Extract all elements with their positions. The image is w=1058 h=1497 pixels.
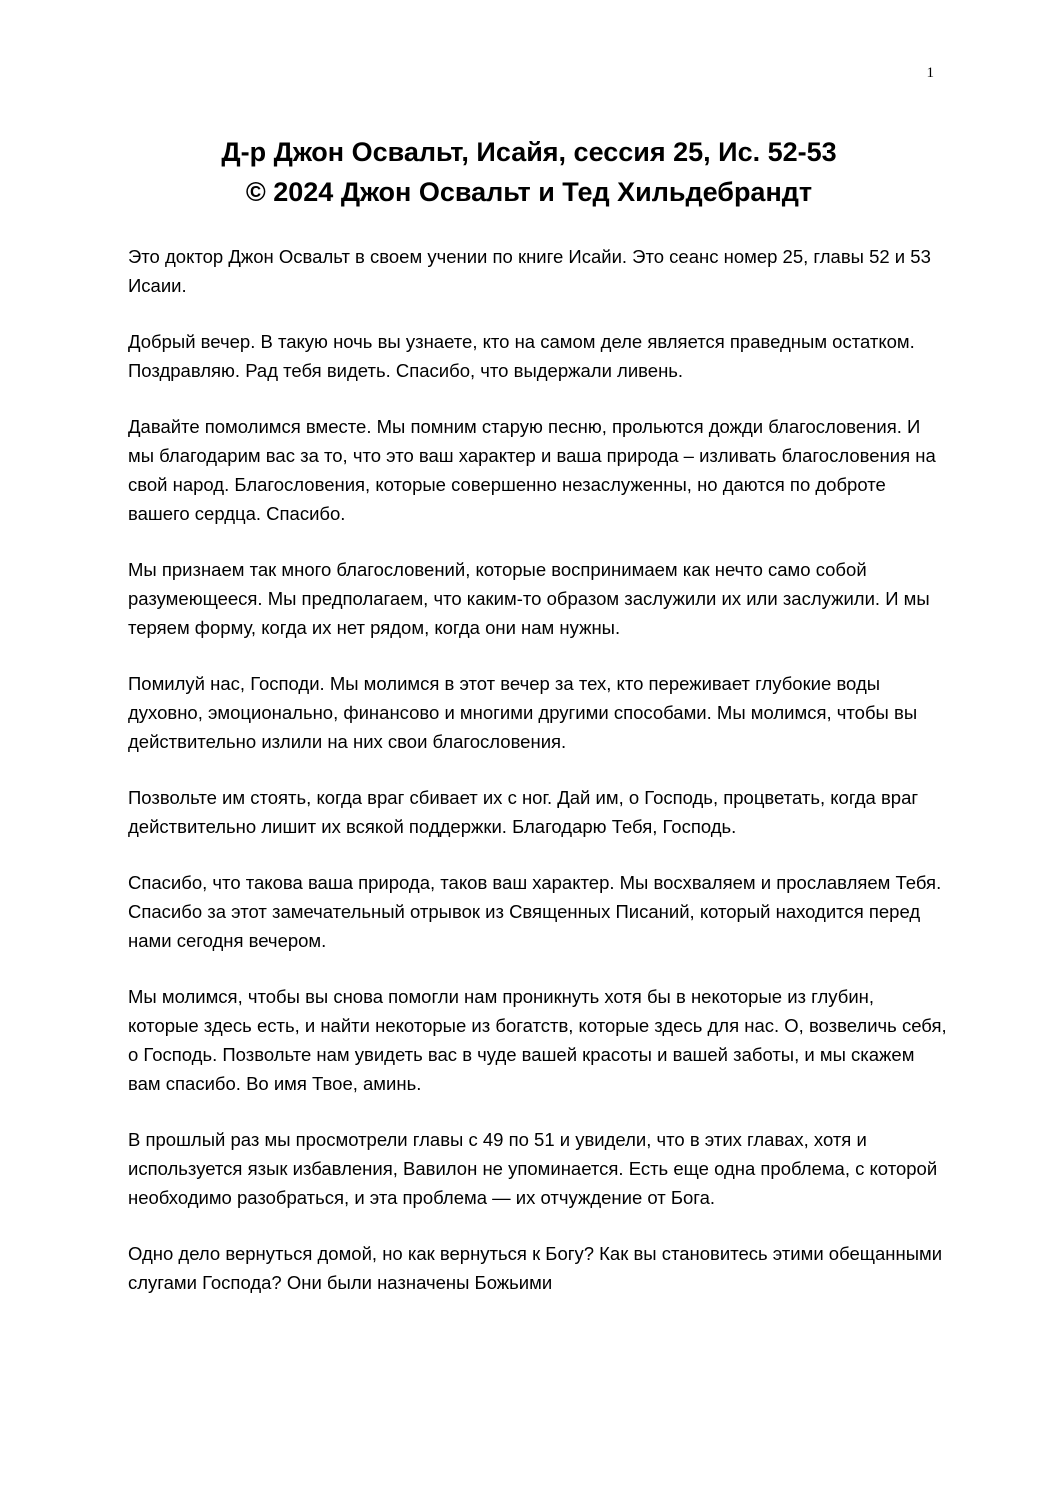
paragraph: Помилуй нас, Господи. Мы молимся в этот вечер за тех, кто переживает глубокие воды духовно, эмоционально, финансово и многими другими способами. Мы молимся, чтобы вы действительно излили на них свои благословения. — [128, 673, 918, 752]
paragraph: Спасибо, что такова ваша природа, таков ваш характер. Мы восхваляем и прославляем Тебя. Спасибо за этот замечательный отрывок из Священных Писаний, который находится перед нами сегодня вечером. — [128, 872, 942, 951]
paragraph: Давайте помолимся вместе. Мы помним старую песню, прольются дожди благословения. И мы благодарим вас за то, что это ваш характер и ваша природа – изливать благословения на свой народ. Благословения, которые совершенно незаслуженны, но даются по доброте вашего сердца. Спасибо. — [128, 416, 936, 524]
paragraph: Позвольте им стоять, когда враг сбивает их с ног. Дай им, о Господь, процветать, когда враг действительно лишит их всякой поддержки. Благодарю Тебя, Господь. — [128, 787, 919, 837]
document-body — [128, 242, 948, 1324]
paragraph: Мы признаем так много благословений, которые воспринимаем как нечто само собой разумеющееся. Мы предполагаем, что каким-то образом заслужили их или заслужили. И мы теряем форму, когда их нет рядом, когда они нам нужны. — [128, 559, 930, 638]
paragraph: Это доктор Джон Освальт в своем учении по книге Исайи. Это сеанс номер 25, главы 52 и 53 Исаии. — [128, 246, 931, 296]
paragraph: Одно дело вернуться домой, но как вернуться к Богу? Как вы становитесь этими обещанными слугами Господа? Они были назначены Божьими — [128, 1243, 943, 1293]
title-line-1: Д-р Джон Освальт, Исайя, сессия 25, Ис. 52-53 — [221, 137, 837, 167]
document-title — [96, 132, 962, 212]
page-number: 1 — [926, 65, 934, 81]
title-line-2: © 2024 Джон Освальт и Тед Хильдебрандт — [245, 177, 813, 207]
paragraph: В прошлый раз мы просмотрели главы с 49 по 51 и увидели, что в этих главах, хотя и используется язык избавления, Вавилон не упоминается. Есть еще одна проблема, с которой необходимо разобраться, и эта проблема — их отчуждение от Бога. — [128, 1129, 938, 1208]
paragraph: Мы молимся, чтобы вы снова помогли нам проникнуть хотя бы в некоторые из глубин, которые здесь есть, и найти некоторые из богатств, которые здесь для нас. О, возвеличь себя, о Господь. Позвольте нам увидеть вас в чуде вашей красоты и вашей заботы, и мы скажем вам спасибо. Во имя Твое, аминь. — [128, 986, 947, 1094]
paragraph: Добрый вечер. В такую ночь вы узнаете, кто на самом деле является праведным остатком. Поздравляю. Рад тебя видеть. Спасибо, что выдержали ливень. — [128, 331, 915, 381]
